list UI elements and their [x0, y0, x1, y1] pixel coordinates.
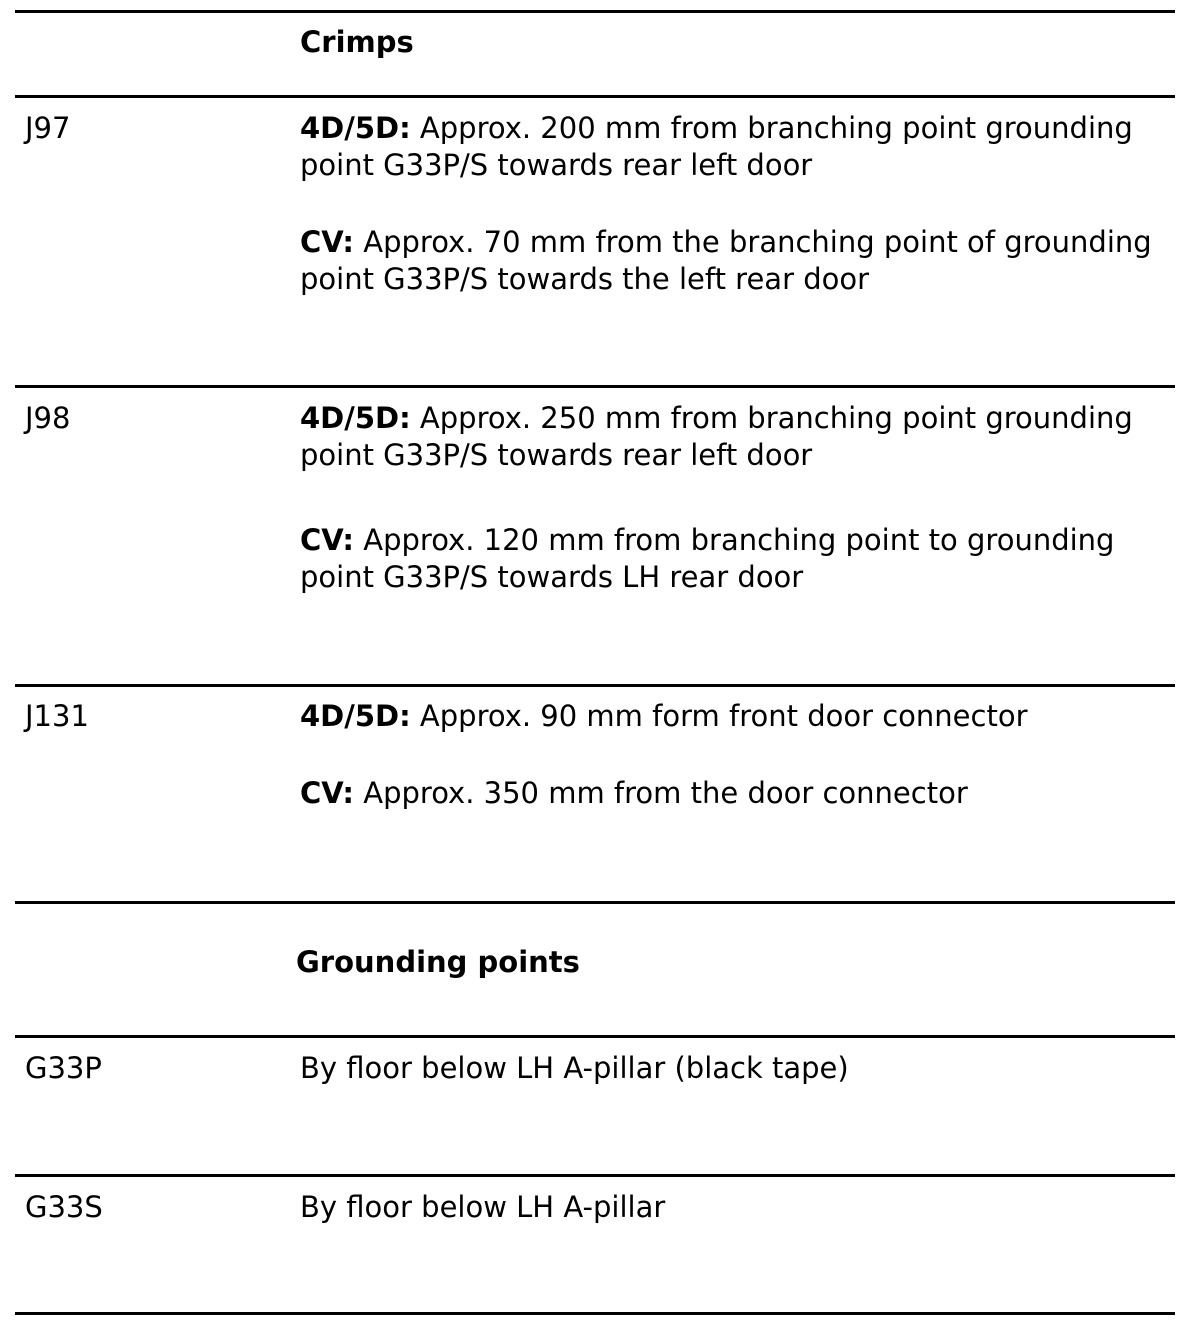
crimp-code-j98: J98 — [25, 401, 71, 435]
grounding-desc-g33p: By floor below LH A-pillar (black tape) — [300, 1051, 849, 1085]
crimp-entry-cv — [300, 224, 1180, 298]
entry-text: Approx. 70 mm from the branching point of grounding point G33P/S towards the left rear door — [300, 225, 1152, 296]
grounding-code-g33s: G33S — [25, 1190, 103, 1224]
crimp-desc-j131 — [300, 698, 1180, 812]
crimp-code-j131: J131 — [25, 699, 89, 733]
entry-label: CV: — [300, 225, 355, 259]
crimp-desc-j98 — [300, 400, 1180, 596]
entry-text: Approx. 350 mm from the door connector — [363, 776, 968, 810]
table-rule-g33p — [15, 1174, 1175, 1177]
crimp-desc-j97 — [300, 110, 1180, 298]
table-rule-j97 — [15, 385, 1175, 388]
entry-text: Approx. 90 mm form front door connector — [419, 699, 1028, 733]
entry-label: 4D/5D: — [300, 699, 411, 733]
entry-text: Approx. 120 mm from branching point to grounding point G33P/S towards LH rear door — [300, 523, 1115, 594]
crimps-heading: Crimps — [300, 25, 414, 59]
crimp-entry-cv — [300, 775, 1180, 812]
entry-label: 4D/5D: — [300, 401, 411, 435]
table-rule-grounding-header — [15, 1035, 1175, 1038]
entry-text: Approx. 200 mm from branching point grounding point G33P/S towards rear left door — [300, 111, 1133, 182]
crimp-code-j97: J97 — [25, 111, 71, 145]
crimp-entry-4d5d — [300, 698, 1180, 735]
crimp-entry-4d5d — [300, 400, 1180, 474]
table-rule-crimps-header — [15, 95, 1175, 98]
grounding-desc-g33s: By floor below LH A-pillar — [300, 1190, 666, 1224]
entry-label: 4D/5D: — [300, 111, 411, 145]
table-rule-j131 — [15, 901, 1175, 904]
crimp-entry-cv — [300, 522, 1180, 596]
grounding-points-heading: Grounding points — [296, 945, 580, 979]
table-rule-top — [15, 10, 1175, 13]
grounding-code-g33p: G33P — [25, 1051, 102, 1085]
table-rule-j98 — [15, 684, 1175, 687]
entry-text: Approx. 250 mm from branching point grounding point G33P/S towards rear left door — [300, 401, 1133, 472]
entry-label: CV: — [300, 776, 355, 810]
entry-label: CV: — [300, 523, 355, 557]
table-rule-bottom — [15, 1312, 1175, 1315]
crimp-entry-4d5d — [300, 110, 1180, 184]
